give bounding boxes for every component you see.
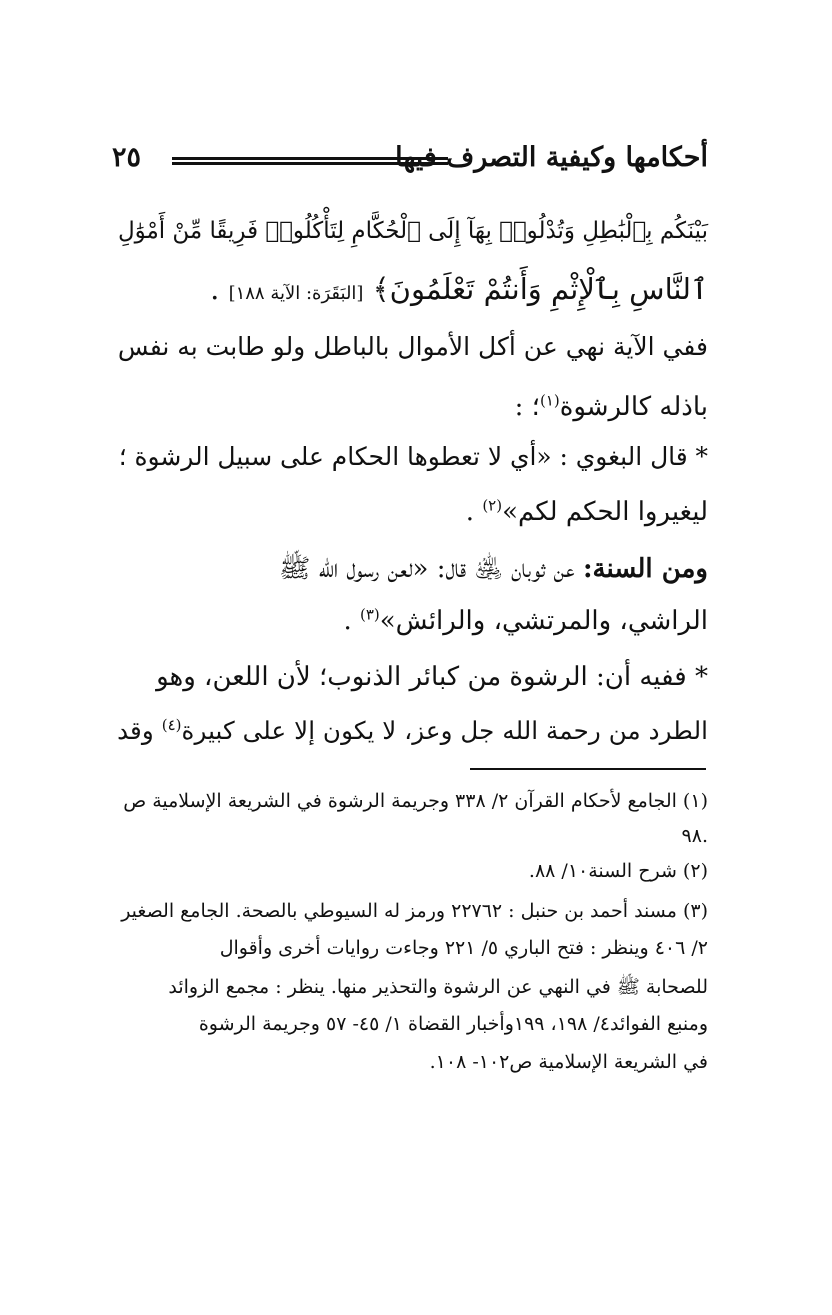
footnote-3-line-4: ومنبع الفوائد٤/ ١٩٨، ١٩٩وأخبار القضاة ١/ ٤٥- ٥٧ وجريمة الرشوة xyxy=(198,1013,708,1035)
footnote-mark-3: (٣) xyxy=(359,605,380,624)
paragraph-3-line-1 xyxy=(279,552,708,590)
header-title: أحكامها وكيفية التصرف فيها xyxy=(395,142,708,173)
page-number: ٢٥ xyxy=(112,142,142,173)
footnote-1-line-1: (١) الجامع لأحكام القرآن ٢/ ٣٣٨ وجريمة الرشوة في الشريعة الإسلامية ص xyxy=(123,790,708,812)
footnote-mark-1: (١) xyxy=(539,391,560,410)
paragraph-1-line-2 xyxy=(515,392,708,422)
quran-verse-text: ٱلنَّاسِ بِٱلْإِثْمِ وَأَنتُمْ تَعْلَمُونَ﴾ xyxy=(372,272,708,306)
paragraph-4-line-1: * ففيه أن: الرشوة من كبائر الذنوب؛ لأن اللعن، وهو xyxy=(156,662,708,692)
footnote-3-line-5: في الشريعة الإسلامية ص١٠٢- ١٠٨. xyxy=(429,1051,708,1073)
verse-end: . xyxy=(210,272,229,306)
paragraph-1-line-1: ففي الآية نهي عن أكل الأموال بالباطل ولو طابت به نفس xyxy=(117,332,708,361)
paragraph-4-line-2 xyxy=(117,716,708,745)
footnote-2: (٢) شرح السنة١٠/ ٨٨. xyxy=(528,860,708,882)
paragraph-2-line-2 xyxy=(466,497,708,527)
sunnah-heading: ومن السنة: xyxy=(582,554,708,584)
header-double-rule xyxy=(172,157,448,165)
footnote-1-line-2: .٩٨ xyxy=(681,825,708,847)
verse-reference: [البَقَرَة: الآية ١٨٨] xyxy=(228,283,364,304)
quran-verse-line-1: بَيْنَكُم بِٱلْبَٰطِلِ وَتُدْلُوا۟ بِهَآ إِلَى ٱلْحُكَّامِ لِتَأْكُلُوا۟ فَرِيقًا مِّنْ أَمْوَٰلِ xyxy=(117,218,708,244)
footnote-mark-2: (٢) xyxy=(482,496,503,515)
p1-end: ؛ : xyxy=(514,392,540,422)
footnote-3-line-2: ٢/ ٤٠٦ وينظر : فتح الباري ٥/ ٢٢١ وجاءت روايات أخرى وأقوال xyxy=(219,937,708,959)
footnote-separator xyxy=(470,768,706,770)
p2-text: ليغيروا الحكم لكم» xyxy=(502,497,708,527)
p2-end: . xyxy=(465,497,483,527)
footnote-3-line-3: للصحابة ﷺ في النهي عن الرشوة والتحذير منها. ينظر : مجمع الزوائد xyxy=(168,976,708,998)
footnote-mark-4: (٤) xyxy=(161,715,182,734)
p3-end: . xyxy=(343,606,360,636)
p3-text: عن ثوبان ﵁ قال: «لعن رسول الله ﷺ xyxy=(279,554,583,584)
p1-text: باذله كالرشوة xyxy=(559,392,708,422)
p4-end: وقد xyxy=(117,716,162,745)
p4-text: الطرد من رحمة الله جل وعز، لا يكون إلا على كبيرة xyxy=(181,716,708,745)
paragraph-2-line-1: * قال البغوي : «أي لا تعطوها الحكام على سبيل الرشوة ؛ xyxy=(118,442,708,471)
paragraph-3-line-2 xyxy=(343,606,708,636)
quran-verse-line-2 xyxy=(210,272,708,306)
running-header xyxy=(112,140,708,184)
p3-text-2: الراشي، والمرتشي، والرائش» xyxy=(379,606,708,636)
footnote-3-line-1: (٣) مسند أحمد بن حنبل : ٢٢٧٦٢ ورمز له السيوطي بالصحة. الجامع الصغير xyxy=(121,900,708,922)
